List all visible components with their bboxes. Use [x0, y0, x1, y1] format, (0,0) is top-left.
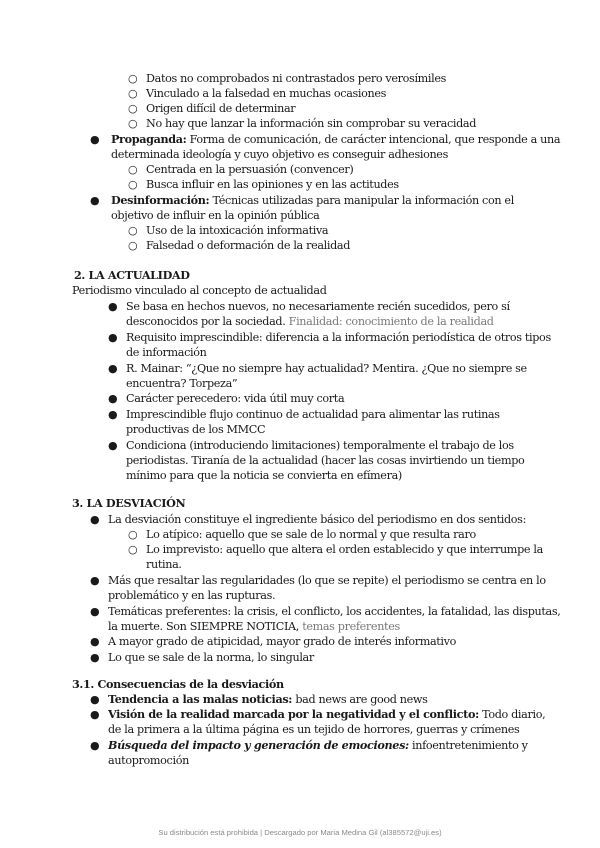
list-item: Centrada en la persuasión (convencer) [146, 163, 354, 176]
page-footer: Su distribución está prohibida | Descargado por Maria Medina Gil (al385572@uji.es) [158, 828, 442, 837]
section-heading-desviacion: 3. LA DESVIACIÓN [72, 496, 186, 510]
list-item-cont: rutina. [146, 558, 182, 571]
circle-bullet-icon: ○ [128, 528, 138, 541]
list-item: Tendencia a las malas noticias: bad news are good news [108, 692, 428, 706]
list-item: Temáticas preferentes: la crisis, el conflicto, los accidentes, la fatalidad, las disputas, [108, 605, 561, 618]
section-heading-actualidad: 2. LA ACTUALIDAD [74, 268, 190, 282]
disc-bullet-icon: ● [108, 300, 118, 313]
list-item: Más que resaltar las regularidades (lo que se repite) el periodismo se centra en lo [108, 574, 546, 587]
list-item: Datos no comprobados ni contrastados pero verosímiles [146, 72, 447, 85]
list-item: La desviación constituye el ingrediente básico del periodismo en dos sentidos: [108, 513, 526, 526]
desinformacion-definition: Desinformación: Técnicas utilizadas para manipular la información con el [111, 193, 514, 207]
circle-bullet-icon: ○ [128, 117, 138, 130]
disc-bullet-icon: ● [108, 331, 118, 344]
circle-bullet-icon: ○ [128, 178, 138, 191]
desinformacion-definition-cont: objetivo de influir en la opinión pública [111, 209, 320, 222]
list-item-cont: desconocidos por la sociedad. Finalidad: conocimiento de la realidad [126, 315, 494, 328]
list-item-cont: la muerte. Son SIEMPRE NOTICIA, temas preferentes [108, 620, 400, 633]
disc-bullet-icon: ● [90, 651, 100, 664]
list-item: Busca influir en las opiniones y en las actitudes [146, 178, 399, 191]
circle-bullet-icon: ○ [128, 239, 138, 252]
list-item-cont: mínimo para que la noticia se convierta en efímera) [126, 469, 402, 482]
list-item-cont: productivas de los MMCC [126, 423, 266, 436]
list-item: No hay que lanzar la información sin comprobar su veracidad [146, 117, 477, 130]
list-item-cont: problemático y en las rupturas. [108, 589, 276, 602]
disc-bullet-icon: ● [90, 133, 100, 146]
list-item-cont: de la primera a la última página es un tejido de horrores, guerras y crímenes [108, 723, 520, 736]
list-item: R. Mainar: “¿Que no siempre hay actualidad? Mentira. ¿Que no siempre se [126, 362, 527, 375]
list-item: Lo imprevisto: aquello que altera el orden establecido y que interrumpe la [146, 543, 543, 556]
list-item: Lo que se sale de la norma, lo singular [108, 651, 314, 664]
propaganda-definition-cont: determinada ideología y cuyo objetivo es conseguir adhesiones [111, 148, 448, 161]
circle-bullet-icon: ○ [128, 102, 138, 115]
propaganda-definition: Propaganda: Forma de comunicación, de carácter intencional, que responde a una [111, 132, 561, 146]
disc-bullet-icon: ● [90, 513, 100, 526]
disc-bullet-icon: ● [108, 362, 118, 375]
list-item: Carácter perecedero: vida útil muy corta [126, 392, 345, 405]
disc-bullet-icon: ● [108, 439, 118, 452]
list-item-cont: autopromoción [108, 754, 189, 767]
disc-bullet-icon: ● [90, 194, 100, 207]
list-item-cont: de información [126, 346, 207, 359]
list-item: A mayor grado de atipicidad, mayor grado de interés informativo [108, 635, 457, 648]
list-item: Origen difícil de determinar [146, 102, 296, 115]
disc-bullet-icon: ● [90, 693, 100, 706]
list-item: Visión de la realidad marcada por la negatividad y el conflicto: Todo diario, [108, 707, 546, 721]
list-item: Vinculado a la falsedad en muchas ocasiones [146, 87, 387, 100]
list-item-cont: periodistas. Tiranía de la actualidad (hacer las cosas invirtiendo un tiempo [126, 454, 525, 467]
subsection-heading-consecuencias: 3.1. Consecuencias de la desviación [72, 677, 284, 691]
circle-bullet-icon: ○ [128, 163, 138, 176]
circle-bullet-icon: ○ [128, 87, 138, 100]
list-item: Condiciona (introduciendo limitaciones) temporalmente el trabajo de los [126, 439, 514, 452]
list-item: Búsqueda del impacto y generación de emociones: infoentretenimiento y [108, 738, 528, 752]
circle-bullet-icon: ○ [128, 224, 138, 237]
list-item: Se basa en hechos nuevos, no necesariamente recién sucedidos, pero sí [126, 300, 510, 313]
list-item: Uso de la intoxicación informativa [146, 224, 329, 237]
disc-bullet-icon: ● [90, 708, 100, 721]
disc-bullet-icon: ● [90, 605, 100, 618]
list-item: Requisito imprescindible: diferencia a la información periodística de otros tipos [126, 331, 551, 344]
list-item-cont: encuentra? Torpeza” [126, 377, 238, 390]
disc-bullet-icon: ● [108, 408, 118, 421]
section-intro: Periodismo vinculado al concepto de actualidad [72, 284, 327, 297]
disc-bullet-icon: ● [108, 392, 118, 405]
list-item: Falsedad o deformación de la realidad [146, 239, 351, 252]
disc-bullet-icon: ● [90, 574, 100, 587]
circle-bullet-icon: ○ [128, 543, 138, 556]
list-item: Imprescindible flujo continuo de actualidad para alimentar las rutinas [126, 408, 500, 421]
disc-bullet-icon: ● [90, 635, 100, 648]
list-item: Lo atípico: aquello que se sale de lo normal y que resulta raro [146, 528, 476, 541]
disc-bullet-icon: ● [90, 739, 100, 752]
circle-bullet-icon: ○ [128, 72, 138, 85]
